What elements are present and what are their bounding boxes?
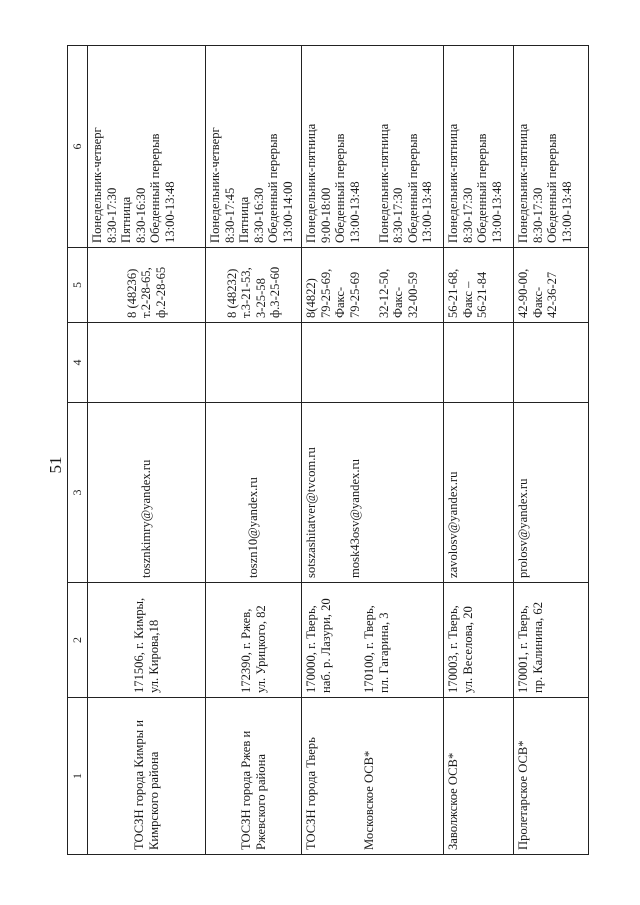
table-row [88,46,206,855]
office-extra [206,323,302,403]
office-phone: 56-21-68, Факс – 56-21-84 [444,248,514,323]
table-row [206,46,302,855]
office-email: tosznkimry@yandex.ru [139,459,154,578]
office-email: sotszashitatver@tvcom.ru mosk43osv@yandex.ru [302,403,444,583]
office-name: ТОСЗН города Ржев и Ржевского района [206,698,302,855]
table-row [514,46,589,855]
office-phone: 8 (48232) т.3-21-53, 3-25-58 ф.3-25-60 [206,248,302,323]
office-extra [88,323,206,403]
office-name: ТОСЗН города Кимры и Кимрского района [88,698,206,855]
office-hours: Понедельник-четверг 8:30-17:45 Пятница 8:30-16:30 Обеденный перерыв 13:00-14:00 [206,46,302,248]
office-name: Пролетарское ОСВ* [514,698,589,855]
office-address: 172390, г. Ржев, ул. Урицкого, 82 [206,583,302,698]
table-row [302,46,444,855]
table-container [67,46,574,855]
office-extra [302,323,444,403]
column-header-4: 4 [68,323,88,403]
office-phone: 8 (48236) т.2-28-65, ф.2-28-65 [88,248,206,323]
office-name: Заволжское ОСВ* [444,698,514,855]
office-extra [514,323,589,403]
office-extra [444,323,514,403]
office-hours: Понедельник-пятница 8:30-17:30 Обеденный перерыв 13:00-13:48 [514,46,589,248]
page-number: 51 [46,456,65,474]
office-email: prolosv@yandex.ru [516,478,530,578]
office-hours: Понедельник-пятница 8:30-17:30 Обеденный перерыв 13:00-13:48 [444,46,514,248]
office-address: 170001, г. Тверь, пр. Калинина, 62 [514,583,589,698]
column-header-5: 5 [68,248,88,323]
office-phone: 8(4822) 79-25-69, Факс- 79-25-69 32-12-50, Факс- 32-00-59 [302,248,444,323]
office-hours: Понедельник-четверг 8:30-17:30 Пятница 8:30-16:30 Обеденный перерыв 13:00-13:48 [88,46,206,248]
rotated-table-frame [67,46,574,855]
office-phone: 42-90-00, Факс- 42-36-27 [514,248,589,323]
office-address: 171506, г. Кимры, ул. Кирова,18 [88,583,206,698]
office-address: 170003, г. Тверь, ул. Веселова, 20 [444,583,514,698]
column-header-1: 1 [68,698,88,855]
office-email: zavolosv@yandex.ru [446,471,460,578]
table-header-row [68,46,88,855]
office-hours: Понедельник-пятница 9:00-18:00 Обеденный перерыв 13:00-13:48 Понедельник-пятница 8:30-17:30 Обеденный перерыв 13:00-13:48 [302,46,444,248]
office-address: 170000, г. Тверь, наб. р. Лазури, 20 170100, г. Тверь, пл. Гагарина, 3 [302,583,444,698]
column-header-2: 2 [68,583,88,698]
office-name: ТОСЗН города Тверь Московское ОСВ* [302,698,444,855]
office-email: toszn10@yandex.ru [246,477,261,578]
table-row [444,46,514,855]
column-header-6: 6 [68,46,88,248]
column-header-3: 3 [68,403,88,583]
offices-table [67,45,589,855]
